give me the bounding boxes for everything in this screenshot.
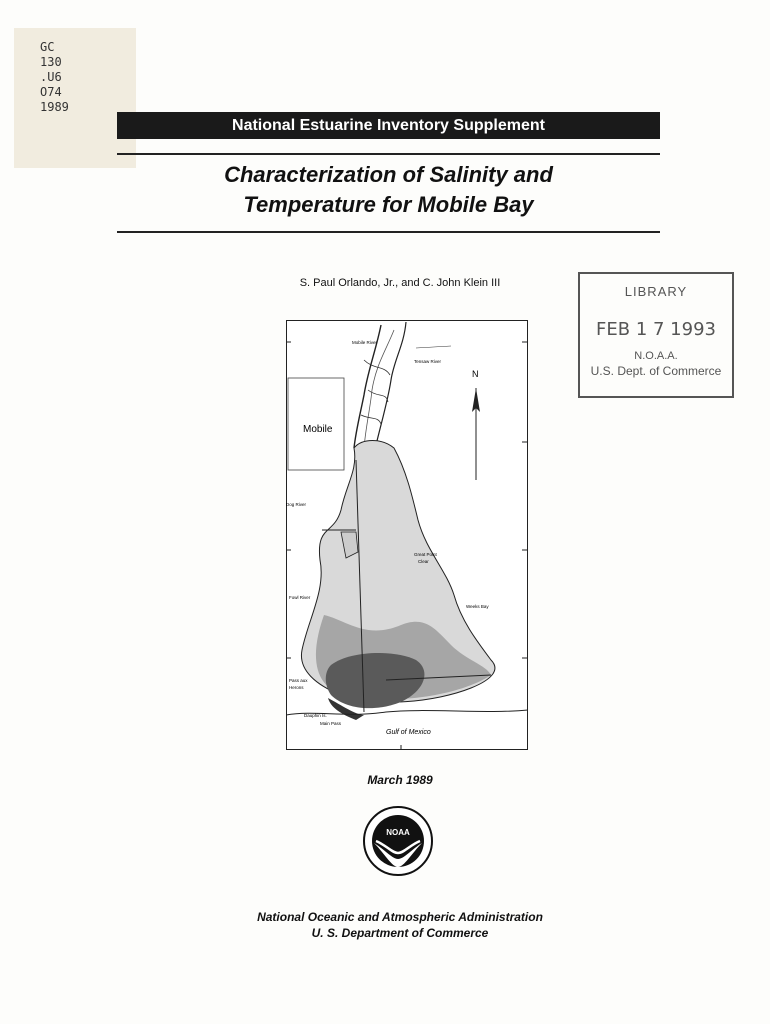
bottom-rule — [117, 231, 660, 233]
call-number-line: 130 — [40, 55, 62, 69]
label-tensaw-river: Tensaw River — [414, 359, 442, 364]
stamp-org: N.O.A.A. — [634, 350, 678, 362]
label-herons: Herons — [289, 685, 304, 690]
label-clear: Clear — [418, 559, 429, 564]
authors: S. Paul Orlando, Jr., and C. John Klein III — [299, 277, 501, 289]
label-dog-river: Dog River — [286, 502, 307, 507]
call-number-line: GC — [40, 40, 55, 54]
department-name: U. S. Department of Commerce — [311, 926, 489, 940]
top-rule — [117, 153, 660, 155]
call-number-line: O74 — [40, 85, 62, 99]
label-main-pass: Main Pass — [320, 721, 342, 726]
label-gulf: Gulf of Mexico — [386, 729, 431, 736]
stamp-date: FEB 1 7 1993 — [596, 319, 716, 340]
series-banner: National Estuarine Inventory Supplement — [117, 112, 660, 139]
call-number-label — [14, 28, 136, 168]
mobile-bay-map — [286, 320, 528, 750]
publication-date: March 1989 — [367, 773, 433, 787]
label-fowl-river: Fowl River — [289, 595, 311, 600]
title-line-1: Characterization of Salinity and — [224, 162, 553, 187]
label-north: N — [472, 369, 479, 379]
report-title — [117, 160, 660, 220]
call-number-line: 1989 — [40, 100, 69, 114]
label-dauphin-island: Dauphin Is. — [304, 713, 327, 718]
agency-name: National Oceanic and Atmospheric Administration — [257, 910, 543, 924]
agency-block — [200, 909, 600, 941]
stamp-dept: U.S. Dept. of Commerce — [590, 364, 722, 378]
title-line-2: Temperature for Mobile Bay — [243, 192, 534, 217]
library-stamp — [578, 272, 734, 398]
logo-text: NOAA — [386, 828, 410, 837]
label-mobile-river: Mobile River — [352, 340, 378, 345]
label-great-point: Great Point — [414, 552, 437, 557]
stamp-library: LIBRARY — [624, 284, 688, 299]
noaa-logo-icon — [362, 805, 434, 877]
call-number-line: .U6 — [40, 70, 62, 84]
label-city: Mobile — [303, 424, 333, 435]
label-weeks-bay: Weeks Bay — [466, 604, 489, 609]
label-pass-aux: Pass aux — [289, 678, 308, 683]
